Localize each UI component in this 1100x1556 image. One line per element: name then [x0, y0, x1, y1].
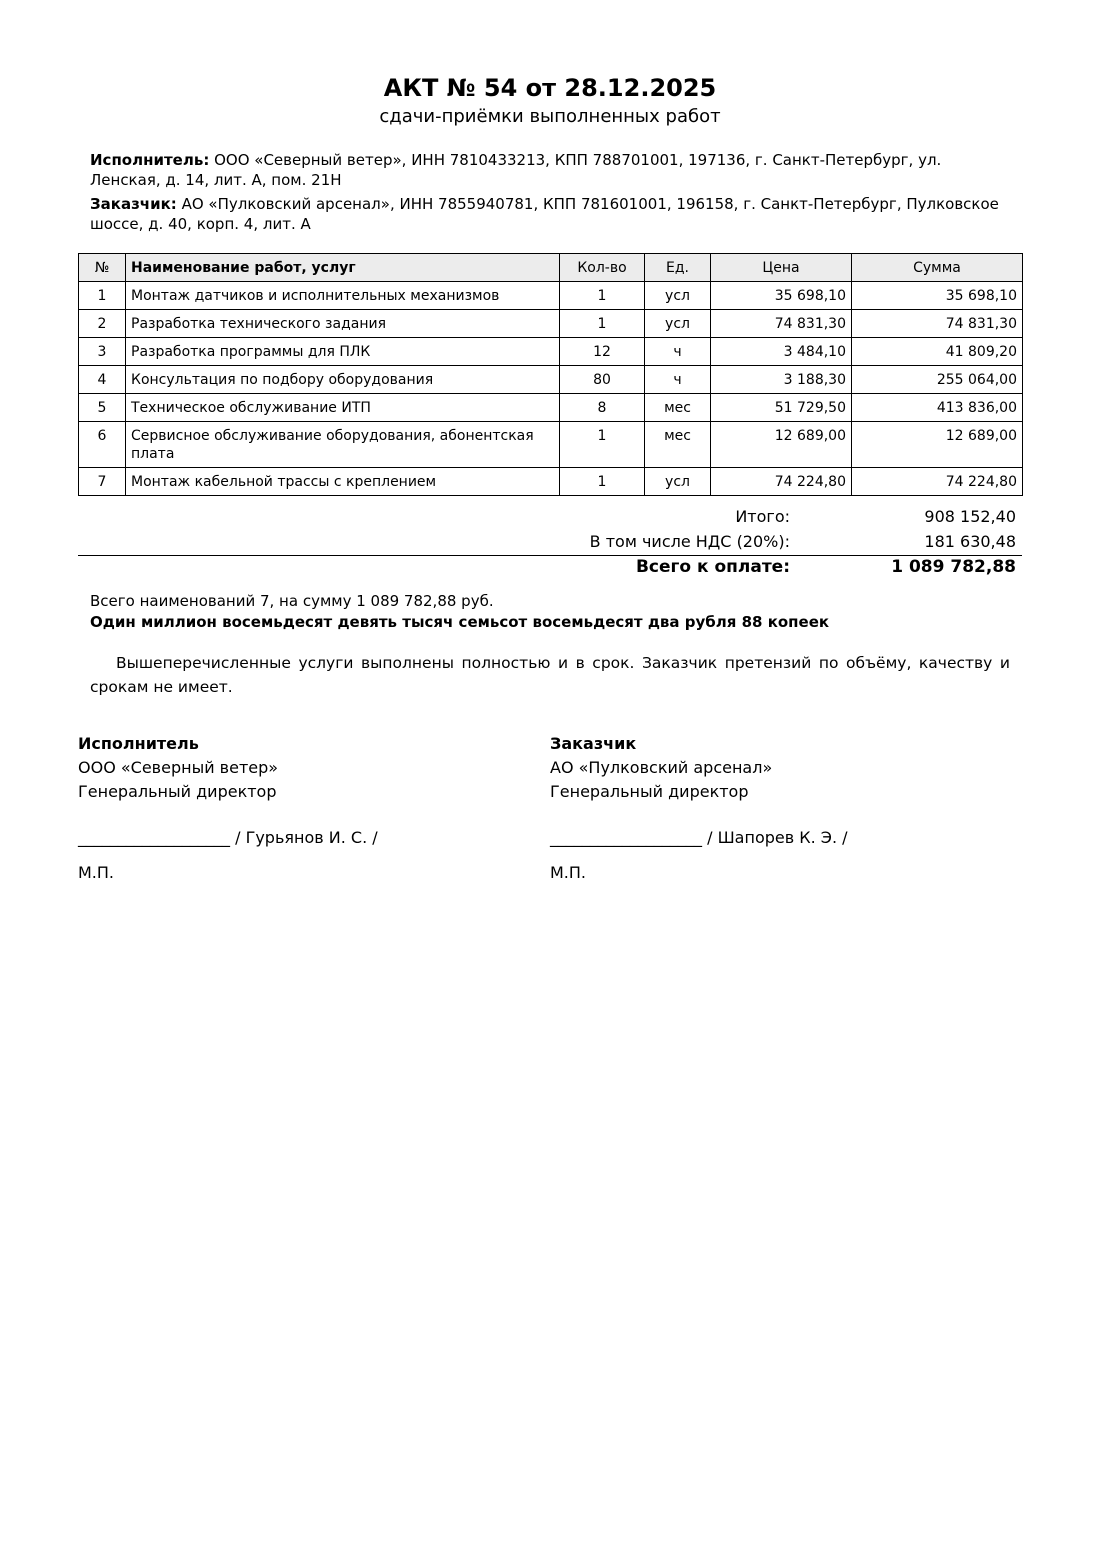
row-num: 2: [79, 310, 126, 338]
row-name: Разработка технического задания: [126, 310, 560, 338]
row-num: 1: [79, 282, 126, 310]
table-row: [79, 282, 1023, 310]
customer-signature-block: [550, 732, 980, 885]
subtotal-value: 908 152,40: [924, 507, 1016, 526]
row-unit: мес: [645, 394, 711, 422]
row-num: 6: [79, 422, 126, 468]
customer-position: Генеральный директор: [550, 782, 749, 801]
row-unit: ч: [645, 366, 711, 394]
row-price: 51 729,50: [711, 394, 852, 422]
row-name: Техническое обслуживание ИТП: [126, 394, 560, 422]
row-sum: 74 224,80: [852, 468, 1023, 496]
row-sum: 12 689,00: [852, 422, 1023, 468]
table-row: [79, 310, 1023, 338]
grand-total-value: 1 089 782,88: [891, 557, 1016, 577]
executor-role: Исполнитель: [78, 734, 199, 753]
row-price: 35 698,10: [711, 282, 852, 310]
row-unit: ч: [645, 338, 711, 366]
row-qty: 1: [560, 468, 645, 496]
customer-details: [90, 194, 1010, 234]
vat-value: 181 630,48: [924, 532, 1016, 551]
row-price: 3 484,10: [711, 338, 852, 366]
executor-signature-block: [78, 732, 508, 885]
table-row: [79, 366, 1023, 394]
header-num: №: [79, 254, 126, 282]
header-qty: Кол-во: [560, 254, 645, 282]
row-name: Разработка программы для ПЛК: [126, 338, 560, 366]
row-price: 74 224,80: [711, 468, 852, 496]
row-price: 3 188,30: [711, 366, 852, 394]
subtotal-label: Итого:: [735, 507, 790, 526]
row-num: 5: [79, 394, 126, 422]
executor-stamp-place: М.П.: [78, 863, 115, 882]
row-num: 7: [79, 468, 126, 496]
customer-text: АО «Пулковский арсенал», ИНН 7855940781, КПП 781601001, 196158, г. Санкт-Петербург, Пулковское шоссе, д. 40, корп. 4, лит. А: [90, 195, 999, 233]
row-qty: 80: [560, 366, 645, 394]
table-row: [79, 422, 1023, 468]
table-row: [79, 468, 1023, 496]
row-qty: 1: [560, 310, 645, 338]
executor-signature-line: ___________________ / Гурьянов И. С. /: [78, 828, 378, 847]
row-name: Консультация по подбору оборудования: [126, 366, 560, 394]
customer-role: Заказчик: [550, 734, 637, 753]
row-sum: 41 809,20: [852, 338, 1023, 366]
table-row: [79, 338, 1023, 366]
row-unit: усл: [645, 310, 711, 338]
customer-signature-line: ___________________ / Шапорев К. Э. /: [550, 828, 848, 847]
customer-company: АО «Пулковский арсенал»: [550, 758, 773, 777]
acceptance-statement: Вышеперечисленные услуги выполнены полностью и в срок. Заказчик претензий по объёму, качеству и срокам не имеет.: [90, 654, 1010, 696]
executor-label: Исполнитель:: [90, 151, 210, 169]
row-qty: 12: [560, 338, 645, 366]
row-qty: 1: [560, 282, 645, 310]
executor-details: [90, 150, 1010, 190]
row-price: 12 689,00: [711, 422, 852, 468]
row-sum: 255 064,00: [852, 366, 1023, 394]
row-unit: усл: [645, 468, 711, 496]
row-sum: 413 836,00: [852, 394, 1023, 422]
grand-total-label: Всего к оплате:: [635, 557, 790, 577]
row-unit: мес: [645, 422, 711, 468]
executor-position: Генеральный директор: [78, 782, 277, 801]
amount-in-words: Один миллион восемьдесят девять тысяч семьсот восемьдесят два рубля 88 копеек: [90, 613, 830, 631]
customer-stamp-place: М.П.: [550, 863, 587, 882]
customer-label: Заказчик:: [90, 195, 177, 213]
executor-text: ООО «Северный ветер», ИНН 7810433213, КПП 788701001, 197136, г. Санкт-Петербург, ул. Ленская, д. 14, лит. А, пом. 21Н: [90, 151, 942, 189]
row-name: Монтаж датчиков и исполнительных механизмов: [126, 282, 560, 310]
total-divider: [78, 555, 1022, 556]
row-qty: 8: [560, 394, 645, 422]
items-count-summary: Всего наименований 7, на сумму 1 089 782,88 руб.: [90, 592, 494, 610]
document-title: АКТ № 54 от 28.12.2025: [383, 74, 717, 102]
services-table: [78, 253, 1023, 496]
row-unit: усл: [645, 282, 711, 310]
header-unit: Ед.: [645, 254, 711, 282]
row-num: 3: [79, 338, 126, 366]
executor-company: ООО «Северный ветер»: [78, 758, 279, 777]
vat-label: В том числе НДС (20%):: [589, 532, 790, 551]
row-price: 74 831,30: [711, 310, 852, 338]
row-name: Сервисное обслуживание оборудования, абонентская плата: [126, 422, 560, 468]
row-num: 4: [79, 366, 126, 394]
header-name: Наименование работ, услуг: [126, 254, 560, 282]
row-name: Монтаж кабельной трассы с креплением: [126, 468, 560, 496]
row-sum: 35 698,10: [852, 282, 1023, 310]
table-row: [79, 394, 1023, 422]
row-qty: 1: [560, 422, 645, 468]
table-header-row: [79, 254, 1023, 282]
header-sum: Сумма: [852, 254, 1023, 282]
row-sum: 74 831,30: [852, 310, 1023, 338]
header-price: Цена: [711, 254, 852, 282]
document-subtitle: сдачи-приёмки выполненных работ: [379, 106, 721, 127]
